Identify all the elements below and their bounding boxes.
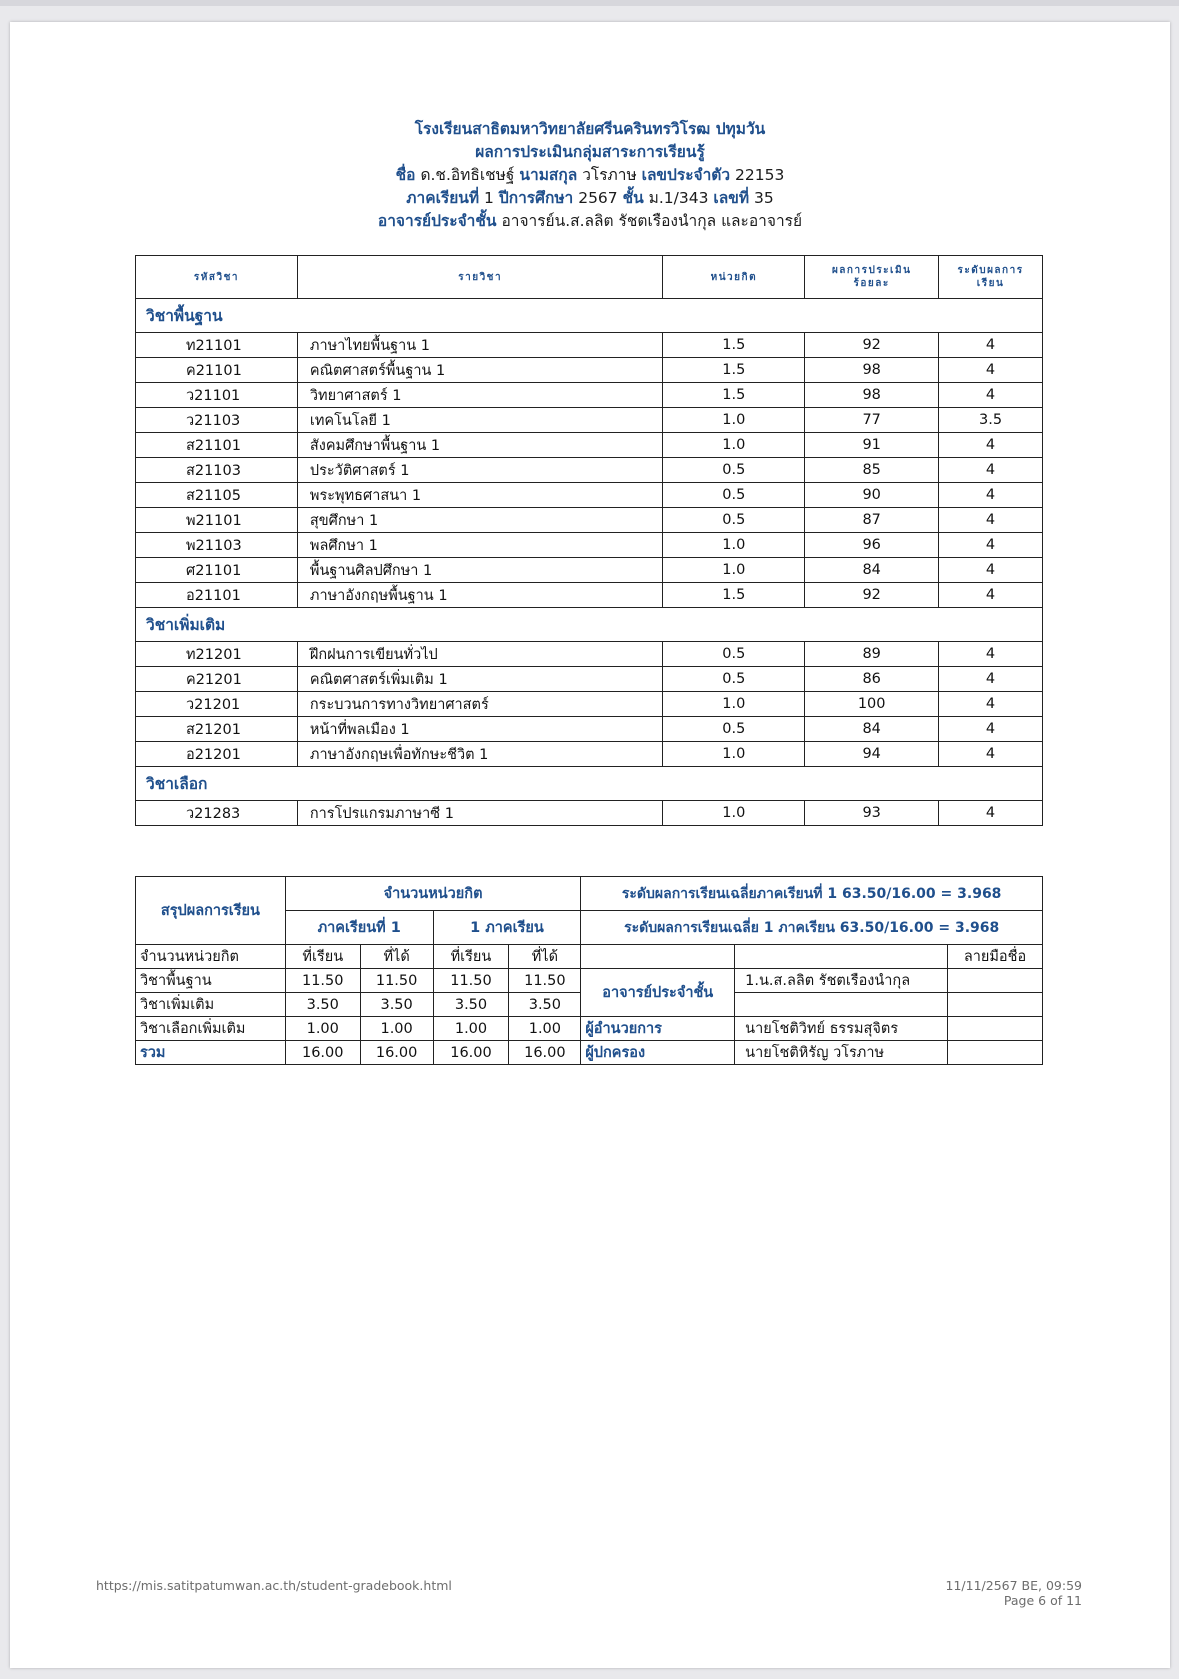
table-row bbox=[136, 717, 1043, 742]
credit-value: 1.0 bbox=[663, 742, 805, 767]
summary-row-label: วิชาเพิ่มเติม bbox=[136, 993, 286, 1017]
grade-value: 4 bbox=[939, 558, 1043, 583]
subject-code: ส21101 bbox=[136, 433, 298, 458]
guardian-role: ผู้ปกครอง bbox=[581, 1041, 735, 1065]
table-row bbox=[136, 508, 1043, 533]
grade-value: 4 bbox=[939, 483, 1043, 508]
percent-value: 98 bbox=[805, 383, 939, 408]
summary-value: 11.50 bbox=[433, 969, 509, 993]
id-label: เลขประจำตัว bbox=[641, 166, 731, 184]
percent-value: 91 bbox=[805, 433, 939, 458]
summary-title: สรุปผลการเรียน bbox=[136, 877, 286, 945]
summary-value: 3.50 bbox=[433, 993, 509, 1017]
surname-value: วโรภาษ bbox=[582, 166, 637, 184]
subject-name: พลศึกษา 1 bbox=[297, 533, 663, 558]
percent-value: 94 bbox=[805, 742, 939, 767]
report-header bbox=[10, 118, 1170, 233]
number-label: เลขที่ bbox=[713, 189, 750, 207]
guardian-signature bbox=[948, 1041, 1043, 1065]
subject-name: พระพุทธศาสนา 1 bbox=[297, 483, 663, 508]
teacher-value: อาจารย์น.ส.ลลิต รัชตเรืองนำกุล และอาจารย์ bbox=[501, 212, 803, 230]
summary-value: 11.50 bbox=[285, 969, 360, 993]
director-signature bbox=[948, 1017, 1043, 1041]
report-title: ผลการประเมินกลุ่มสาระการเรียนรู้ bbox=[475, 143, 705, 161]
surname-label: นามสกุล bbox=[519, 166, 578, 184]
table-row bbox=[136, 801, 1043, 826]
credit-value: 1.0 bbox=[663, 558, 805, 583]
credit-value: 0.5 bbox=[663, 642, 805, 667]
summary-row-label: วิชาเลือกเพิ่มเติม bbox=[136, 1017, 286, 1041]
row-label-credits: จำนวนหน่วยกิต bbox=[136, 945, 286, 969]
group-row bbox=[136, 608, 1043, 642]
percent-value: 90 bbox=[805, 483, 939, 508]
grades-body bbox=[136, 299, 1043, 826]
summary-value: 1.00 bbox=[433, 1017, 509, 1041]
percent-value: 77 bbox=[805, 408, 939, 433]
grade-value: 4 bbox=[939, 433, 1043, 458]
blank-cell bbox=[735, 945, 948, 969]
footer-datetime: 11/11/2567 BE, 09:59 bbox=[945, 1578, 1082, 1593]
teacher-info-line bbox=[10, 210, 1170, 233]
subject-name: หน้าที่พลเมือง 1 bbox=[297, 717, 663, 742]
total-value: 16.00 bbox=[360, 1041, 433, 1065]
group-row bbox=[136, 767, 1043, 801]
table-row bbox=[136, 458, 1043, 483]
class-label: ชั้น bbox=[622, 189, 644, 207]
grade-value: 4 bbox=[939, 383, 1043, 408]
table-row bbox=[136, 333, 1043, 358]
credit-value: 0.5 bbox=[663, 483, 805, 508]
subject-code: ส21103 bbox=[136, 458, 298, 483]
subject-code: พ21101 bbox=[136, 508, 298, 533]
guardian-name: นายโชติหิรัญ วโรภาษ bbox=[735, 1041, 948, 1065]
all-earned-header: ที่ได้ bbox=[509, 945, 581, 969]
summary-value: 3.50 bbox=[360, 993, 433, 1017]
group-title: วิชาเลือก bbox=[136, 767, 1043, 801]
summary-value: 1.00 bbox=[360, 1017, 433, 1041]
summary-row bbox=[136, 969, 1043, 993]
grade-value: 4 bbox=[939, 667, 1043, 692]
blank-cell bbox=[735, 993, 948, 1017]
total-value: 16.00 bbox=[509, 1041, 581, 1065]
subject-code: ท21101 bbox=[136, 333, 298, 358]
subject-name: ภาษาอังกฤษพื้นฐาน 1 bbox=[297, 583, 663, 608]
credit-value: 0.5 bbox=[663, 508, 805, 533]
table-row bbox=[136, 358, 1043, 383]
subject-code: ศ21101 bbox=[136, 558, 298, 583]
percent-value: 89 bbox=[805, 642, 939, 667]
col-percent-line1: ผลการประเมิน bbox=[831, 265, 912, 276]
percent-value: 100 bbox=[805, 692, 939, 717]
credit-value: 1.0 bbox=[663, 692, 805, 717]
footer-page: Page 6 of 11 bbox=[1003, 1593, 1082, 1608]
subject-name: พื้นฐานศิลปศึกษา 1 bbox=[297, 558, 663, 583]
credit-value: 1.0 bbox=[663, 408, 805, 433]
summary-value: 3.50 bbox=[285, 993, 360, 1017]
footer-meta bbox=[946, 1578, 1082, 1608]
term-studied-header: ที่เรียน bbox=[285, 945, 360, 969]
year-label: ปีการศึกษา bbox=[498, 189, 574, 207]
name-value: ด.ช.อิทธิเชษฐ์ bbox=[420, 166, 515, 184]
avg-term: ระดับผลการเรียนเฉลี่ยภาคเรียนที่ 1 63.50/16.00 = 3.968 bbox=[581, 877, 1043, 911]
credits-header: จำนวนหน่วยกิต bbox=[285, 877, 581, 911]
percent-value: 96 bbox=[805, 533, 939, 558]
term-label: ภาคเรียนที่ bbox=[406, 189, 480, 207]
top-edge bbox=[0, 0, 1179, 6]
summary-value: 11.50 bbox=[509, 969, 581, 993]
table-row bbox=[136, 558, 1043, 583]
blank-cell bbox=[948, 993, 1043, 1017]
col-credit: หน่วยกิต bbox=[663, 256, 805, 299]
summary-table bbox=[135, 876, 1043, 1065]
summary-value: 3.50 bbox=[509, 993, 581, 1017]
teacher-label: อาจารย์ประจำชั้น bbox=[377, 212, 497, 230]
table-row bbox=[136, 483, 1043, 508]
percent-value: 92 bbox=[805, 583, 939, 608]
credit-value: 1.5 bbox=[663, 583, 805, 608]
table-row bbox=[136, 408, 1043, 433]
credit-value: 1.0 bbox=[663, 801, 805, 826]
table-row bbox=[136, 533, 1043, 558]
summary-total-row bbox=[136, 1041, 1043, 1065]
subject-name: สุขศึกษา 1 bbox=[297, 508, 663, 533]
school-name: โรงเรียนสาธิตมหาวิทยาลัยศรีนครินทรวิโรฒ ปทุมวัน bbox=[414, 120, 766, 138]
grade-value: 4 bbox=[939, 801, 1043, 826]
subject-name: กระบวนการทางวิทยาศาสตร์ bbox=[297, 692, 663, 717]
number-value: 35 bbox=[753, 189, 774, 207]
grade-value: 4 bbox=[939, 583, 1043, 608]
subject-name: ภาษาไทยพื้นฐาน 1 bbox=[297, 333, 663, 358]
group-title: วิชาเพิ่มเติม bbox=[136, 608, 1043, 642]
avg-one-term: ระดับผลการเรียนเฉลี่ย 1 ภาคเรียน 63.50/16.00 = 3.968 bbox=[581, 911, 1043, 945]
table-row bbox=[136, 583, 1043, 608]
table-row bbox=[136, 692, 1043, 717]
credit-value: 0.5 bbox=[663, 667, 805, 692]
year-value: 2567 bbox=[578, 189, 618, 207]
subject-code: ท21201 bbox=[136, 642, 298, 667]
subject-name: ประวัติศาสตร์ 1 bbox=[297, 458, 663, 483]
footer-url: https://mis.satitpatumwan.ac.th/student-gradebook.html bbox=[96, 1578, 452, 1593]
total-label: รวม bbox=[136, 1041, 286, 1065]
col-code: รหัสวิชา bbox=[136, 256, 298, 299]
grade-value: 4 bbox=[939, 458, 1043, 483]
subject-code: ส21201 bbox=[136, 717, 298, 742]
subject-name: เทคโนโลยี 1 bbox=[297, 408, 663, 433]
credit-value: 1.5 bbox=[663, 358, 805, 383]
summary-value: 1.00 bbox=[509, 1017, 581, 1041]
subject-code: อ21201 bbox=[136, 742, 298, 767]
subject-code: พ21103 bbox=[136, 533, 298, 558]
grades-header-row bbox=[136, 256, 1043, 299]
teacher-role: อาจารย์ประจำชั้น bbox=[581, 969, 735, 1017]
id-value: 22153 bbox=[735, 166, 785, 184]
col-grade-line2: เรียน bbox=[976, 278, 1005, 289]
table-row bbox=[136, 667, 1043, 692]
subject-name: คณิตศาสตร์พื้นฐาน 1 bbox=[297, 358, 663, 383]
col-percent-line2: ร้อยละ bbox=[853, 278, 890, 289]
subject-code: ว21201 bbox=[136, 692, 298, 717]
total-value: 16.00 bbox=[433, 1041, 509, 1065]
subject-code: ค21101 bbox=[136, 358, 298, 383]
col-grade-line1: ระดับผลการ bbox=[957, 265, 1024, 276]
class-value: ม.1/343 bbox=[648, 189, 709, 207]
grade-value: 4 bbox=[939, 333, 1043, 358]
total-value: 16.00 bbox=[285, 1041, 360, 1065]
summary-row bbox=[136, 1017, 1043, 1041]
summary-row-label: วิชาพื้นฐาน bbox=[136, 969, 286, 993]
credit-value: 1.0 bbox=[663, 433, 805, 458]
col-grade bbox=[939, 256, 1043, 299]
subject-name: ฝึกฝนการเขียนทั่วไป bbox=[297, 642, 663, 667]
director-role: ผู้อำนวยการ bbox=[581, 1017, 735, 1041]
percent-value: 98 bbox=[805, 358, 939, 383]
grades-table bbox=[135, 255, 1043, 826]
term-value: 1 bbox=[484, 189, 494, 207]
table-row bbox=[136, 433, 1043, 458]
grade-value: 4 bbox=[939, 717, 1043, 742]
subject-name: ภาษาอังกฤษเพื่อทักษะชีวิต 1 bbox=[297, 742, 663, 767]
subject-name: วิทยาศาสตร์ 1 bbox=[297, 383, 663, 408]
percent-value: 85 bbox=[805, 458, 939, 483]
credit-value: 1.0 bbox=[663, 533, 805, 558]
group-title: วิชาพื้นฐาน bbox=[136, 299, 1043, 333]
credit-value: 1.5 bbox=[663, 383, 805, 408]
grade-value: 3.5 bbox=[939, 408, 1043, 433]
grade-value: 4 bbox=[939, 358, 1043, 383]
table-row bbox=[136, 642, 1043, 667]
subject-code: ว21283 bbox=[136, 801, 298, 826]
document-page bbox=[10, 22, 1170, 1668]
all-studied-header: ที่เรียน bbox=[433, 945, 509, 969]
group-row bbox=[136, 299, 1043, 333]
col-subject: รายวิชา bbox=[297, 256, 663, 299]
subject-name: คณิตศาสตร์เพิ่มเติม 1 bbox=[297, 667, 663, 692]
percent-value: 84 bbox=[805, 717, 939, 742]
percent-value: 84 bbox=[805, 558, 939, 583]
percent-value: 93 bbox=[805, 801, 939, 826]
blank-cell bbox=[581, 945, 735, 969]
teacher-name: 1.น.ส.ลลิต รัชตเรืองนำกุล bbox=[735, 969, 948, 993]
term-earned-header: ที่ได้ bbox=[360, 945, 433, 969]
table-row bbox=[136, 742, 1043, 767]
student-info-line bbox=[10, 164, 1170, 187]
credit-value: 0.5 bbox=[663, 717, 805, 742]
grade-value: 4 bbox=[939, 692, 1043, 717]
name-label: ชื่อ bbox=[395, 166, 416, 184]
grade-value: 4 bbox=[939, 642, 1043, 667]
percent-value: 87 bbox=[805, 508, 939, 533]
signature-header: ลายมือชื่อ bbox=[948, 945, 1043, 969]
credit-value: 1.5 bbox=[663, 333, 805, 358]
grade-value: 4 bbox=[939, 508, 1043, 533]
percent-value: 86 bbox=[805, 667, 939, 692]
summary-value: 11.50 bbox=[360, 969, 433, 993]
credit-value: 0.5 bbox=[663, 458, 805, 483]
director-name: นายโชติวิทย์ ธรรมสุจิตร bbox=[735, 1017, 948, 1041]
term-info-line bbox=[10, 187, 1170, 210]
subject-code: ว21103 bbox=[136, 408, 298, 433]
subject-name: การโปรแกรมภาษาซี 1 bbox=[297, 801, 663, 826]
teacher-signature bbox=[948, 969, 1043, 993]
grade-value: 4 bbox=[939, 533, 1043, 558]
subject-code: อ21101 bbox=[136, 583, 298, 608]
subject-name: สังคมศึกษาพื้นฐาน 1 bbox=[297, 433, 663, 458]
percent-value: 92 bbox=[805, 333, 939, 358]
one-term-header: 1 ภาคเรียน bbox=[433, 911, 581, 945]
subject-code: ว21101 bbox=[136, 383, 298, 408]
table-row bbox=[136, 383, 1043, 408]
subject-code: ค21201 bbox=[136, 667, 298, 692]
term-header: ภาคเรียนที่ 1 bbox=[285, 911, 433, 945]
grade-value: 4 bbox=[939, 742, 1043, 767]
col-percent bbox=[805, 256, 939, 299]
summary-value: 1.00 bbox=[285, 1017, 360, 1041]
subject-code: ส21105 bbox=[136, 483, 298, 508]
